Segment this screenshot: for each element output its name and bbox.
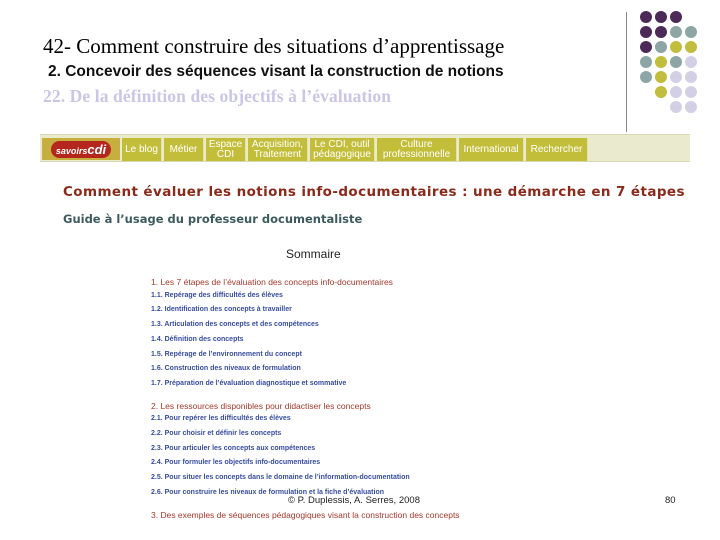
- decorative-dot: [655, 41, 667, 53]
- toc-item-link[interactable]: 2.1. Pour repérer les difficultés des élèves: [151, 415, 291, 423]
- decorative-dot: [685, 71, 697, 83]
- summary-title: Sommaire: [286, 247, 341, 261]
- document-title: Comment évaluer les notions info-documentaires : une démarche en 7 étapes: [63, 184, 685, 200]
- toc-item-link[interactable]: 1.2. Identification des concepts à travailler: [151, 306, 292, 314]
- decorative-dot: [640, 56, 652, 68]
- logo-prefix: savoirs: [55, 145, 88, 156]
- toc-item-link[interactable]: 1.5. Repérage de l’environnement du concept: [151, 350, 302, 358]
- toc-item-link[interactable]: 1.4. Définition des concepts: [151, 335, 244, 343]
- toc-item-link[interactable]: 2.4. Pour formuler les objectifs info-documentaires: [151, 459, 321, 467]
- nav-item-7[interactable]: Rechercher: [526, 138, 588, 161]
- site-logo-badge: [51, 141, 111, 158]
- decorative-dot: [640, 11, 652, 23]
- decorative-dot: [685, 26, 697, 38]
- footer-copyright: © P. Duplessis, A. Serres, 2008: [288, 495, 420, 506]
- nav-item-6[interactable]: International: [459, 138, 524, 161]
- nav-item-1[interactable]: Métier: [164, 138, 204, 161]
- nav-item-5[interactable]: Culture professionnelle: [377, 138, 457, 161]
- decorative-dot: [670, 101, 682, 113]
- slide-subtitle: 2. Concevoir des séquences visant la construction de notions: [48, 63, 504, 80]
- toc-section-link[interactable]: 1. Les 7 étapes de l’évaluation des concepts info-documentaires: [151, 277, 393, 287]
- decorative-dot: [655, 26, 667, 38]
- page-number: 80: [665, 495, 676, 506]
- decorative-dot: [670, 71, 682, 83]
- toc-item-link[interactable]: 2.2. Pour choisir et définir les concepts: [151, 430, 282, 437]
- decorative-dot: [670, 56, 682, 68]
- decorative-dot: [655, 56, 667, 68]
- decorative-dot: [670, 26, 682, 38]
- nav-item-4[interactable]: Le CDI, outil pédagogique: [310, 138, 375, 161]
- toc-section-link[interactable]: 3. Des exemples de séquences pédagogiques visant la construction des concepts: [151, 509, 460, 520]
- toc-item-link[interactable]: 1.3. Articulation des concepts et des compétences: [151, 321, 319, 329]
- toc-item-link[interactable]: 1.1. Repérage des difficultés des élèves: [151, 291, 283, 299]
- decorative-dot: [655, 86, 667, 98]
- toc-item-link[interactable]: 2.5. Pour situer les concepts dans le domaine de l’information-documentation: [151, 474, 410, 482]
- logo-main: cdi: [87, 141, 107, 157]
- decorative-dot: [670, 86, 682, 98]
- toc-item-link[interactable]: 2.3. Pour articuler les concepts aux compétences: [151, 444, 316, 452]
- toc-item-link[interactable]: 2.6. Pour construire les niveaux de formulation et la fiche d’évaluation: [151, 488, 385, 496]
- decorative-dot: [685, 56, 697, 68]
- site-logo[interactable]: [42, 138, 120, 160]
- nav-item-2[interactable]: Espace CDI: [206, 138, 246, 161]
- nav-item-0[interactable]: Le blog: [122, 138, 162, 161]
- decorative-dot: [685, 41, 697, 53]
- decorative-dot: [640, 41, 652, 53]
- decorative-dot: [640, 26, 652, 38]
- decorative-divider: [626, 12, 627, 132]
- document-subtitle: Guide à l’usage du professeur documentaliste: [63, 212, 363, 226]
- decorative-dot: [685, 86, 697, 98]
- slide-title: 42- Comment construire des situations d’apprentissage: [43, 34, 505, 58]
- toc-section-link[interactable]: 2. Les ressources disponibles pour didactiser les concepts: [151, 400, 371, 411]
- decorative-dot: [640, 71, 652, 83]
- site-navigation-bar: [40, 134, 690, 162]
- toc-item-link[interactable]: 1.6. Construction des niveaux de formulation: [151, 365, 301, 373]
- decorative-dot: [685, 101, 697, 113]
- decorative-dot: [670, 11, 682, 23]
- decorative-dot: [655, 11, 667, 23]
- decorative-dot: [670, 41, 682, 53]
- slide-section-title: 22. De la définition des objectifs à l’évaluation: [43, 86, 392, 106]
- toc-item-link[interactable]: 1.7. Préparation de l’évaluation diagnostique et sommative: [151, 379, 347, 387]
- nav-item-3[interactable]: Acquisition, Traitement: [248, 138, 308, 161]
- decorative-dot: [655, 71, 667, 83]
